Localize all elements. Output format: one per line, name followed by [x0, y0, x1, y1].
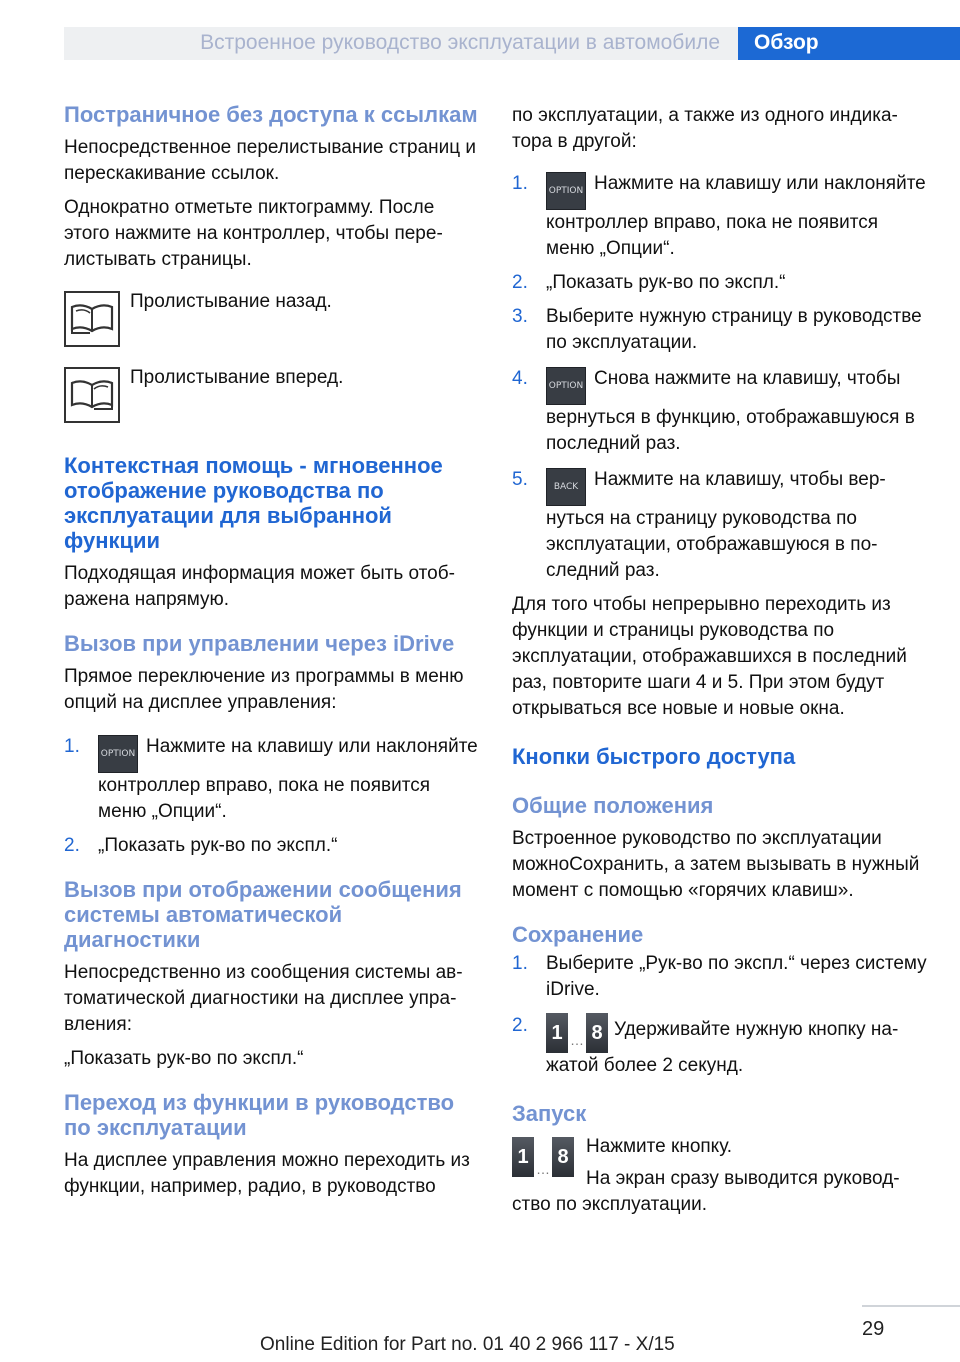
- heading-paging: Постраничное без доступа к ссылкам: [64, 102, 478, 127]
- step-number: 3.: [512, 306, 528, 327]
- para-general: Встроенное руководство по эксплуатации можноСохранить, а затем вызывать в нужный момент с помощью «горячих клавиш».: [512, 828, 920, 901]
- step-text: Выберите „Рук-во по экспл.“ через систему iDrive.: [546, 953, 927, 1000]
- step-idrive-1: [64, 734, 480, 825]
- step-text: „Показать рук-во по экспл.“: [546, 272, 786, 293]
- step-number: 5.: [512, 469, 528, 490]
- para-idrive: Прямое переключение из программы в меню опций на дисплее управления:: [64, 666, 464, 713]
- option-button-icon: OPTION: [546, 172, 586, 210]
- header-title: Встроенное руководство эксплуатации в автомобиле: [200, 31, 720, 54]
- favorite-keys-icon: [512, 1137, 574, 1177]
- favorite-key-last: 8: [552, 1137, 574, 1177]
- heading-general: Общие положения: [512, 793, 714, 818]
- step-number: 2.: [64, 835, 80, 856]
- para-context: Подходящая информация может быть отображена напрямую.: [64, 563, 455, 610]
- step-number: 2.: [512, 272, 528, 293]
- favorite-key-first: 1: [546, 1013, 568, 1053]
- book-page-forward-icon: [64, 367, 120, 423]
- header-section-tab: [738, 27, 960, 60]
- favorite-key-last: 8: [586, 1013, 608, 1053]
- icon-row-back: [64, 291, 480, 347]
- step-text: 1 … 8 Удерживайте нужную кнопку нажатой более 2 секунд.: [546, 1013, 928, 1079]
- header-section-label: Обзор: [754, 31, 819, 54]
- heading-context-help: Контекстная помощь - мгновенное отображение руководства по эксплуатации для выбранной функции: [64, 453, 443, 553]
- para-diagnostics: Непосредственно из сообщения системы автоматической диагностики на дисплее управления:: [64, 962, 463, 1035]
- step-3: [512, 304, 928, 356]
- step-number: 1.: [512, 953, 528, 974]
- step-number: 4.: [512, 368, 528, 389]
- heading-hotkeys: Кнопки быстрого доступа: [512, 744, 796, 769]
- icon-row-forward: [64, 367, 480, 423]
- heading-diagnostics: Вызов при отображении сообщения системы автоматической диагностики: [64, 877, 462, 952]
- para-transition: На дисплее управления можно переходить из функции, например, радио, в руководство: [64, 1150, 470, 1197]
- footer-divider: [862, 1305, 960, 1307]
- launch-block: [512, 1134, 928, 1218]
- para-direct: Непосредственное перелистывание страниц и перескакивание ссылок.: [64, 137, 477, 184]
- left-column: [64, 100, 480, 1200]
- step-number: 1.: [64, 736, 80, 757]
- right-column: [512, 100, 928, 1218]
- step-5: [512, 467, 928, 584]
- step-save-2: [512, 1013, 928, 1079]
- favorite-key-dots: …: [570, 1032, 584, 1048]
- para-repeat: Для того чтобы непрерывно переходить из функции и страницы руководства по эксплуатации, отображавшихся в последний раз, повторите шаги 4 и 5. При этом будут открываться все новые и новые окна.: [512, 594, 907, 719]
- option-button-icon: OPTION: [546, 367, 586, 405]
- page-header: [0, 0, 960, 60]
- step-text: OPTION Нажмите на клавишу или наклоняйте контроллер вправо, пока не появится меню „Опции“.: [98, 736, 478, 822]
- step-idrive-2: [64, 833, 480, 859]
- book-page-back-icon: [64, 291, 120, 347]
- step-4: [512, 366, 928, 457]
- favorite-key-dots: …: [536, 1161, 550, 1177]
- para-once: Однократно отметьте пиктограмму. После этого нажмите на контроллер, чтобы перелистывать страницы.: [64, 197, 443, 270]
- para-continuation: по эксплуатации, а также из одного индикатора в другой:: [512, 105, 898, 152]
- step-text: „Показать рук-во по экспл.“: [98, 835, 338, 856]
- page-number: 29: [862, 1318, 885, 1340]
- step-number: 2.: [512, 1015, 528, 1036]
- heading-save: Сохранение: [512, 922, 644, 947]
- back-button-icon: BACK: [546, 468, 586, 506]
- step-text: BACK Нажмите на клавишу, чтобы вернуться на страницу руководства по эксплуатации, отображавшуюся в последний раз.: [546, 469, 886, 581]
- favorite-key-first: 1: [512, 1137, 534, 1177]
- para-diagnostics-quote: „Показать рук-во по экспл.“: [64, 1048, 304, 1069]
- step-number: 1.: [512, 173, 528, 194]
- heading-idrive: Вызов при управлении через iDrive: [64, 631, 455, 656]
- favorite-keys-icon: [546, 1013, 608, 1053]
- option-button-icon: OPTION: [98, 735, 138, 773]
- step-1: [512, 171, 928, 262]
- step-text: OPTION Нажмите на клавишу или наклоняйте контроллер вправо, пока не появится меню „Опции“.: [546, 173, 926, 259]
- step-2: [512, 270, 928, 296]
- para-launch-press: Нажмите кнопку.: [586, 1136, 733, 1157]
- heading-launch: Запуск: [512, 1101, 587, 1126]
- step-text: Выберите нужную страницу в руководстве по эксплуатации.: [546, 306, 922, 353]
- footer-edition: Online Edition for Part no. 01 40 2 966 117 - X/15: [260, 1334, 675, 1355]
- heading-transition: Переход из функции в руководство по эксплуатации: [64, 1090, 455, 1140]
- header-title-bar: [64, 27, 738, 60]
- icon-back-label: Пролистывание назад.: [130, 291, 332, 312]
- step-text: OPTION Снова нажмите на клавишу, чтобы вернуться в функцию, отображавшуюся в последний раз.: [546, 368, 915, 454]
- para-launch-result: На экран сразу выводится руководство по эксплуатации.: [512, 1168, 900, 1215]
- step-save-1: [512, 951, 928, 1003]
- icon-forward-label: Пролистывание вперед.: [130, 367, 344, 388]
